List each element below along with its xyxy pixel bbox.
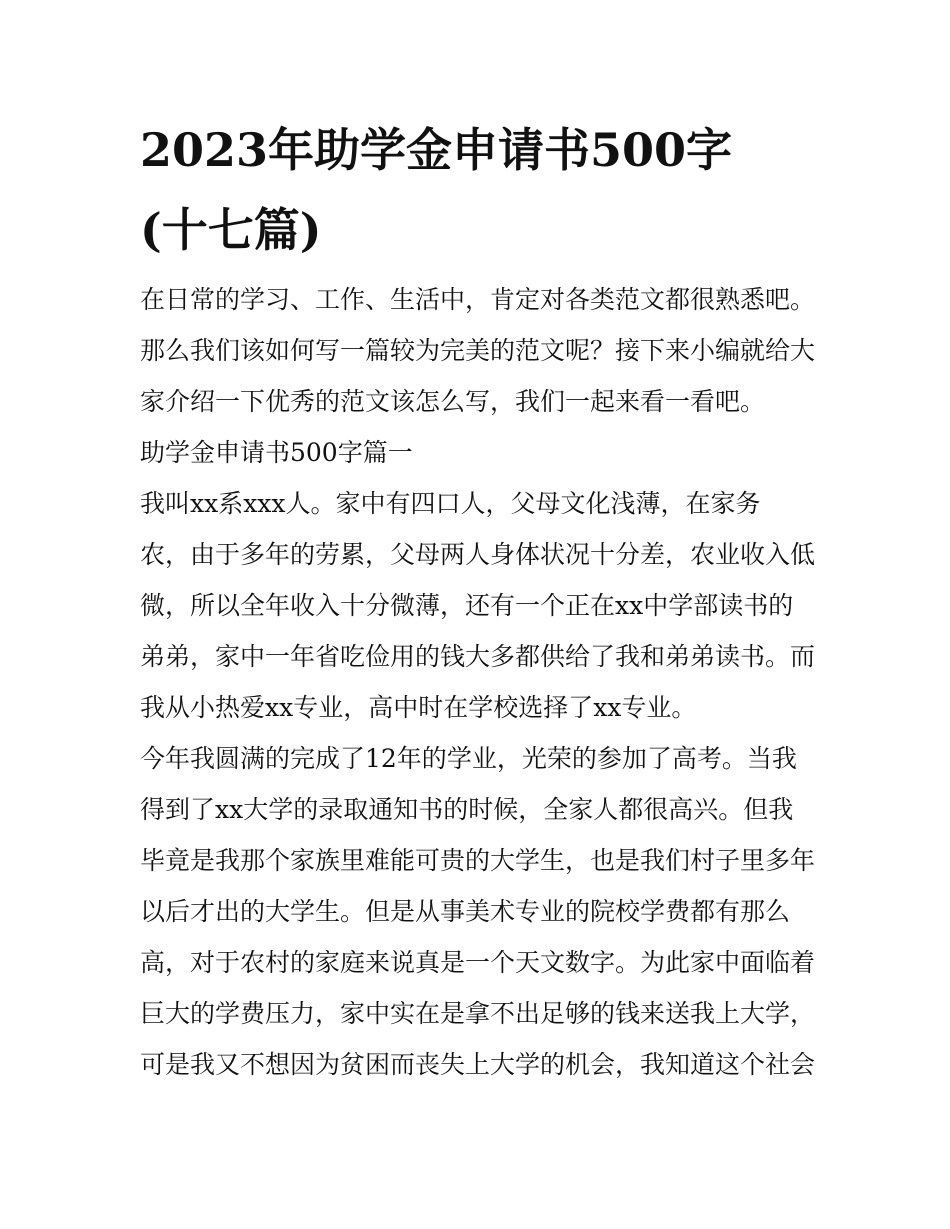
section-heading: 助学金申请书500字篇一 bbox=[140, 438, 413, 467]
body-line: 巨大的学费压力，家中实在是拿不出足够的钱来送我上大学， bbox=[140, 999, 816, 1028]
document-page bbox=[140, 110, 820, 1090]
body-line: 得到了xx大学的录取通知书的时候，全家人都很高兴。但我 bbox=[140, 795, 794, 824]
body-line: 高，对于农村的家庭来说真是一个天文数字。为此家中面临着 bbox=[140, 948, 816, 977]
intro-line: 那么我们该如何写一篇较为完美的范文呢？接下来小编就给大 bbox=[140, 336, 816, 365]
intro-line: 在日常的学习、工作、生活中，肯定对各类范文都很熟悉吧。 bbox=[140, 285, 816, 314]
body-line: 弟弟，家中一年省吃俭用的钱大多都供给了我和弟弟读书。而 bbox=[140, 642, 816, 671]
title-line: (十七篇) bbox=[140, 203, 322, 257]
title-line: 2023年助学金申请书500字 bbox=[140, 123, 733, 177]
body-line: 毕竟是我那个家族里难能可贵的大学生，也是我们村子里多年 bbox=[140, 846, 816, 875]
body-line: 我从小热爱xx专业，高中时在学校选择了xx专业。 bbox=[140, 693, 697, 722]
body-line: 今年我圆满的完成了12年的学业，光荣的参加了高考。当我 bbox=[140, 744, 797, 773]
document-body bbox=[140, 274, 820, 1090]
intro-line: 家介绍一下优秀的范文该怎么写，我们一起来看一看吧。 bbox=[140, 387, 766, 416]
body-line: 可是我又不想因为贫困而丧失上大学的机会，我知道这个社会 bbox=[140, 1050, 816, 1079]
body-line: 农，由于多年的劳累，父母两人身体状况十分差，农业收入低 bbox=[140, 540, 816, 569]
body-line: 微，所以全年收入十分微薄，还有一个正在xx中学部读书的 bbox=[140, 591, 794, 620]
body-line: 我叫xx系xxx人。家中有四口人，父母文化浅薄，在家务 bbox=[140, 489, 761, 518]
document-title bbox=[140, 110, 820, 270]
body-line: 以后才出的大学生。但是从事美术专业的院校学费都有那么 bbox=[140, 897, 791, 926]
